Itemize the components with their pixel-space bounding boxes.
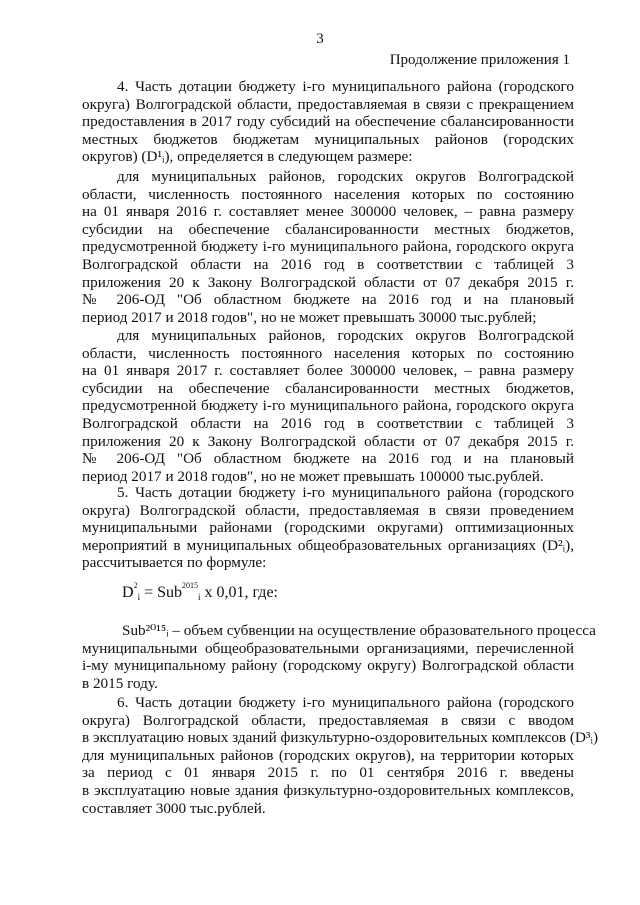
- formula: [122, 581, 278, 602]
- text-line: для муниципальных районов, городских округов Волгоградской: [117, 327, 574, 344]
- formula-d-sup: 2: [133, 581, 138, 590]
- text-line: рассчитывается по формуле:: [82, 554, 267, 572]
- definition: [82, 622, 596, 692]
- text-line: период 2017 и 2018 годов", но не может превышать 100000 тыс.рублей.: [82, 467, 544, 485]
- text-line: в 2015 году.: [82, 674, 158, 692]
- text-line: 5. Часть дотации бюджету i-го муниципального района (городского: [117, 484, 574, 501]
- paragraph-6: [82, 694, 599, 817]
- text-line: № 206-ОД "Об областном бюджете на 2016 год и на плановый: [82, 291, 574, 309]
- text-line: муниципальными общеобразовательными организациями, перечисленной: [82, 639, 574, 657]
- text-line: Волгоградской области на 2016 год в соответствии с таблицей 3: [82, 414, 574, 432]
- text-line: в эксплуатацию новые здания физкультурно-оздоровительных комплексов,: [82, 781, 574, 799]
- text-line: № 206-ОД "Об областном бюджете на 2016 год и на плановый: [82, 450, 574, 468]
- text-line: для муниципальных районов, городских округов Волгоградской: [117, 168, 574, 185]
- text-line: составляет 3000 тыс.рублей.: [82, 799, 266, 817]
- text-line: округов) (D¹ᵢ), определяется в следующем размере:: [82, 148, 413, 166]
- text-line: период 2017 и 2018 годов", но не может превышать 30000 тыс.рублей;: [82, 308, 537, 326]
- text-line: для муниципальных районов (городских округов), на территории которых: [82, 746, 574, 764]
- text-line: за период с 01 января 2015 г. по 01 сентября 2016 г. введены: [82, 764, 574, 782]
- text-line: i-му муниципальному району (городскому округу) Волгоградской области: [82, 657, 574, 675]
- text-line: приложения 20 к Закону Волгоградской области от 07 декабря 2015 г.: [82, 432, 574, 450]
- formula-equals: =: [144, 584, 154, 601]
- text-line: предусмотренной бюджету i-го муниципального района, городского округа: [82, 238, 574, 256]
- text-line: муниципальными районами (городскими округами) оптимизационных: [82, 519, 574, 537]
- text-line: области, численность постоянного населения которых по состоянию: [82, 185, 574, 203]
- formula-d-sub: i: [137, 592, 141, 602]
- text-line: субсидии на обеспечение сбалансированности местных бюджетов,: [82, 379, 574, 397]
- text-line: в эксплуатацию новых зданий физкультурно-оздоровительных комплексов (D³ᵢ): [82, 729, 599, 747]
- formula-sub-sup: 2015: [182, 581, 199, 590]
- text-line: на 01 января 2016 г. составляет менее 300000 человек, – равна размеру: [82, 203, 574, 221]
- formula-sub: Sub: [157, 584, 183, 601]
- text-line: округа) Волгоградской области, предоставляемая в связи проведением: [82, 501, 574, 519]
- text-line: предусмотренной бюджету i-го муниципального района, городского округа: [82, 397, 574, 415]
- formula-d: D: [122, 584, 134, 601]
- text-line: приложения 20 к Закону Волгоградской области от 07 декабря 2015 г.: [82, 273, 574, 291]
- text-line: мероприятий в муниципальных общеобразовательных организациях (D²ᵢ),: [82, 536, 574, 554]
- paragraph-4: [82, 78, 574, 166]
- text-line: 4. Часть дотации бюджету i-го муниципального района (городского: [117, 78, 574, 95]
- text-line: Sub²⁰¹⁵ᵢ – объем субвенции на осуществление образовательного процесса: [122, 622, 596, 639]
- text-line: округа) Волгоградской области, предоставляемая в связи с вводом: [82, 711, 574, 729]
- page-number: 3: [316, 31, 324, 47]
- formula-rest: x 0,01, где:: [204, 584, 278, 601]
- formula-sub-sub: i: [198, 592, 201, 602]
- text-line: Волгоградской области на 2016 год в соответствии с таблицей 3: [82, 255, 574, 273]
- paragraph-5: [82, 484, 574, 572]
- text-line: местных бюджетов бюджетам муниципальных районов (городских: [82, 130, 574, 148]
- text-line: округа) Волгоградской области, предоставляемая в связи с прекращением: [82, 95, 574, 113]
- text-line: области, численность постоянного населения которых по состоянию: [82, 344, 574, 362]
- paragraph-4b: [82, 327, 574, 485]
- text-line: 6. Часть дотации бюджету i-го муниципального района (городского: [117, 694, 574, 711]
- text-line: на 01 января 2017 г. составляет более 300000 человек, – равна размеру: [82, 362, 574, 380]
- paragraph-4a: [82, 168, 574, 326]
- text-line: предоставления в 2017 году субсидий на обеспечение сбалансированности: [82, 113, 574, 131]
- text-line: субсидии на обеспечение сбалансированности местных бюджетов,: [82, 220, 574, 238]
- appendix-continuation: Продолжение приложения 1: [389, 52, 570, 68]
